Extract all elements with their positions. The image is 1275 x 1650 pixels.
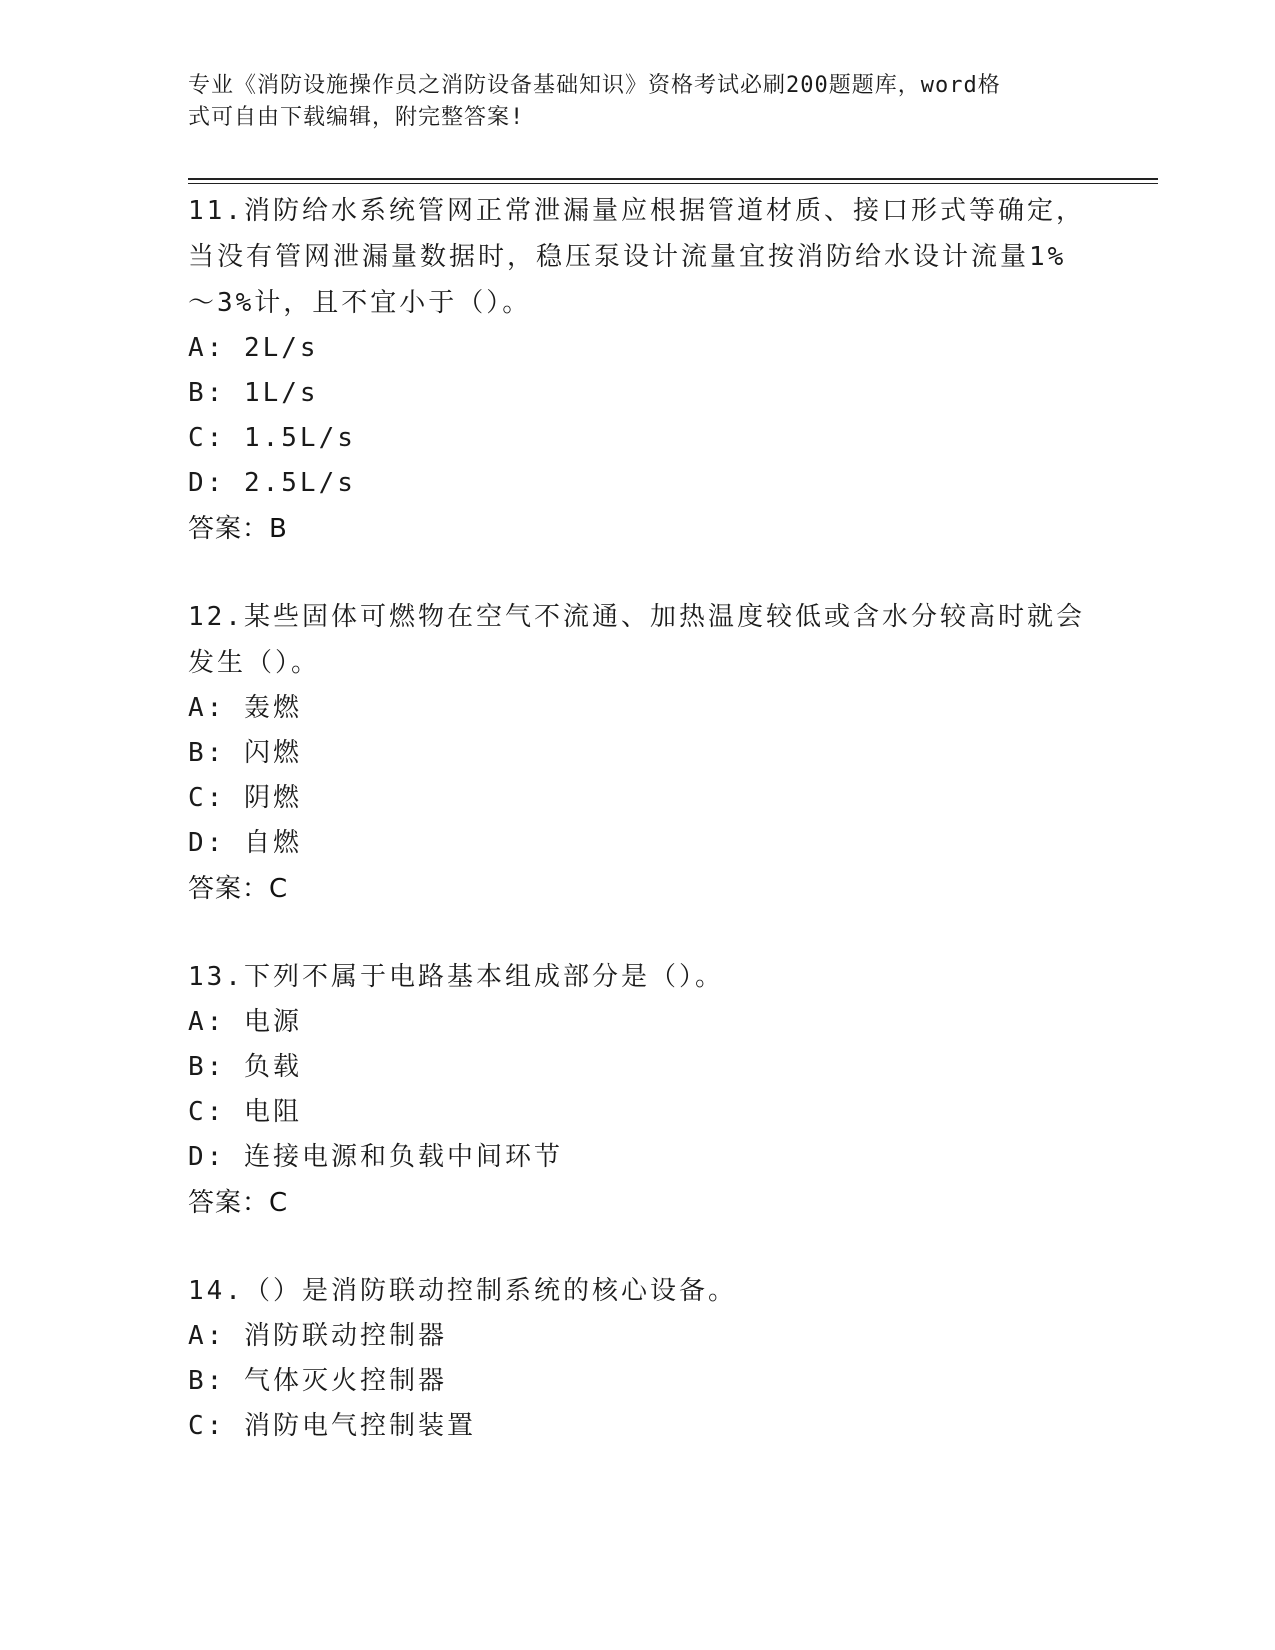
option-a: A: 轰燃 — [188, 693, 302, 723]
question-12 — [188, 594, 1088, 912]
option-d: D: 2.5L/s — [188, 468, 356, 498]
option-c: C: 1.5L/s — [188, 423, 356, 453]
option-d: D: 自燃 — [188, 828, 302, 858]
option-c: C: 电阻 — [188, 1097, 302, 1127]
header-divider-thin — [188, 183, 1158, 184]
question-text-line: 发生（）。 — [188, 648, 321, 678]
answer-line: 答案：C — [188, 1188, 289, 1218]
option-d: D: 连接电源和负载中间环节 — [188, 1142, 563, 1172]
option-a: A: 2L/s — [188, 333, 319, 363]
answer-line: 答案：B — [188, 514, 288, 544]
question-text-line: 11.消防给水系统管网正常泄漏量应根据管道材质、接口形式等确定， — [188, 196, 1085, 226]
question-text-line: 13.下列不属于电路基本组成部分是（）。 — [188, 962, 724, 992]
header-line-2: 式可自由下载编辑，附完整答案! — [188, 105, 525, 130]
option-b: B: 1L/s — [188, 378, 319, 408]
option-c: C: 消防电气控制装置 — [188, 1411, 476, 1441]
option-b: B: 气体灭火控制器 — [188, 1366, 447, 1396]
question-list — [188, 188, 1088, 1491]
header-divider-thick — [188, 178, 1158, 180]
option-a: A: 电源 — [188, 1007, 302, 1037]
question-text-line: 14.（）是消防联动控制系统的核心设备。 — [188, 1276, 737, 1306]
question-13 — [188, 954, 1088, 1226]
option-c: C: 阴燃 — [188, 783, 302, 813]
question-14 — [188, 1268, 1088, 1449]
option-a: A: 消防联动控制器 — [188, 1321, 447, 1351]
question-text-line: ～3%计，且不宜小于（）。 — [188, 288, 532, 318]
question-text-line: 当没有管网泄漏量数据时，稳压泵设计流量宜按消防给水设计流量1% — [188, 242, 1067, 272]
answer-line: 答案：C — [188, 874, 289, 904]
question-text-line: 12.某些固体可燃物在空气不流通、加热温度较低或含水分较高时就会 — [188, 602, 1085, 632]
header-line-1: 专业《消防设施操作员之消防设备基础知识》资格考试必刷200题题库，word格 — [188, 73, 1001, 98]
document-header — [188, 70, 1068, 134]
question-11 — [188, 188, 1088, 552]
option-b: B: 闪燃 — [188, 738, 302, 768]
option-b: B: 负载 — [188, 1052, 302, 1082]
